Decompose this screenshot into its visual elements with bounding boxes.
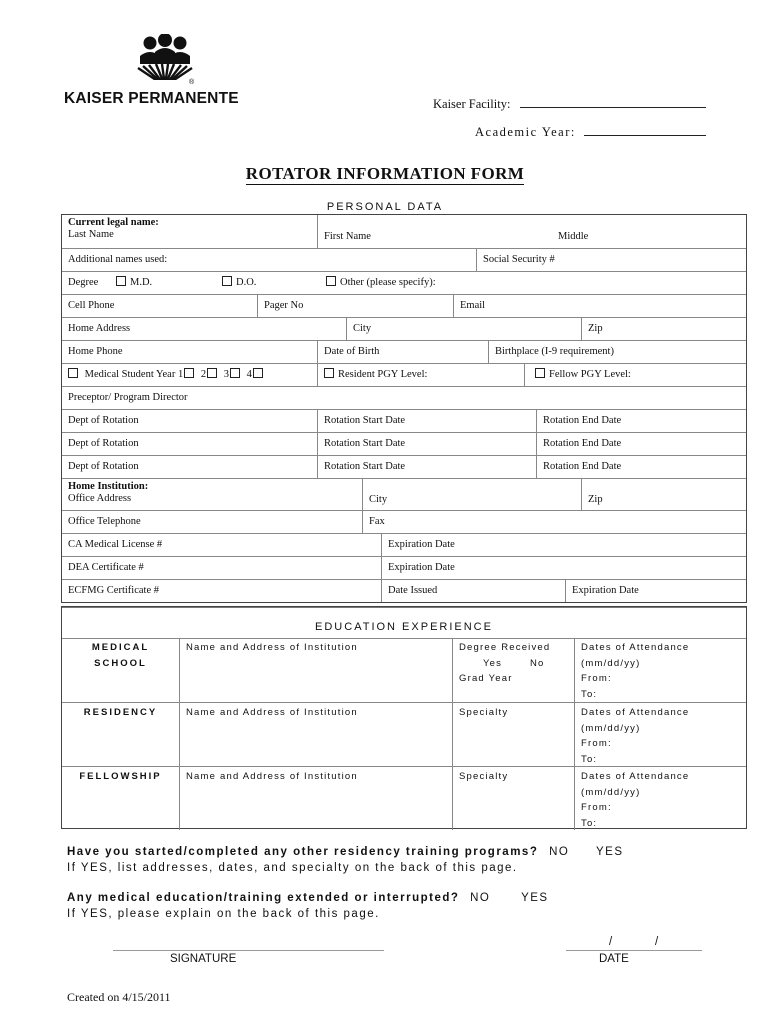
row-home-institution — [62, 478, 746, 510]
ssn-label: Social Security # — [483, 254, 555, 265]
cell-office-city[interactable] — [362, 479, 581, 510]
date-issued-label: Date Issued — [388, 585, 438, 596]
brand-name: KAISER PERMANENTE — [64, 90, 239, 107]
row-training-level — [62, 363, 746, 386]
row-office-phone — [62, 510, 746, 533]
zip-label: Zip — [588, 323, 603, 334]
no-label: No — [529, 657, 545, 669]
dept-rotation-label: Dept of Rotation — [68, 438, 139, 449]
date-label: DATE — [599, 953, 629, 965]
education-table — [61, 606, 747, 829]
cell-dept-2[interactable] — [62, 433, 317, 455]
question-interrupted-note: If YES, please explain on the back of this page. — [67, 908, 380, 920]
cell-last-name[interactable] — [62, 215, 317, 248]
medical-school-dates[interactable] — [574, 638, 746, 702]
office-zip-label: Zip — [588, 494, 603, 505]
rotation-end-label: Rotation End Date — [543, 438, 622, 449]
row-home-phone — [62, 340, 746, 363]
other-label: Other (please specify): — [340, 277, 436, 288]
cell-fellow — [524, 364, 746, 386]
rotation-end-label: Rotation End Date — [543, 415, 622, 426]
from-label: From: — [581, 673, 612, 684]
signature-label: SIGNATURE — [170, 953, 237, 965]
form-title — [0, 164, 770, 184]
cell-med-student — [62, 364, 317, 386]
row-residency — [62, 702, 746, 767]
from-label: From: — [581, 802, 612, 813]
year3-label: 3 — [223, 369, 229, 380]
facility-label: Kaiser Facility: — [433, 97, 511, 111]
do-checkbox[interactable] — [222, 276, 232, 286]
signature-line[interactable] — [113, 950, 384, 951]
date-line[interactable] — [566, 950, 702, 951]
row-rotation-2 — [62, 432, 746, 455]
email-label: Email — [460, 300, 486, 311]
to-label: To: — [581, 817, 598, 829]
expiration-label: Expiration Date — [388, 539, 455, 550]
cell-zip[interactable] — [581, 318, 746, 340]
grad-year-label: Grad Year — [459, 673, 513, 684]
created-date: Created on 4/15/2011 — [67, 990, 171, 1004]
fellow-label: Fellow PGY Level: — [549, 369, 631, 380]
cell-start-2[interactable] — [317, 433, 536, 455]
specialty-label: Specialty — [459, 707, 509, 718]
resident-checkbox[interactable] — [324, 368, 334, 378]
rotation-start-label: Rotation Start Date — [324, 415, 406, 426]
resident-label: Resident PGY Level: — [338, 369, 428, 380]
rotation-start-label: Rotation Start Date — [324, 461, 406, 472]
degree-label: Degree — [68, 277, 99, 288]
academic-year-field — [475, 123, 706, 140]
question-residency — [67, 844, 624, 876]
form-title-text: ROTATOR INFORMATION FORM — [245, 164, 525, 183]
cell-birthplace[interactable] — [488, 341, 746, 363]
cell-dea[interactable] — [62, 557, 381, 579]
cell-middle[interactable] — [552, 215, 742, 248]
row-rotation-1 — [62, 409, 746, 432]
do-label: D.O. — [236, 277, 257, 288]
ca-license-label: CA Medical License # — [68, 539, 163, 550]
expiration-label: Expiration Date — [388, 562, 455, 573]
date-format-label: (mm/dd/yy) — [581, 786, 641, 798]
row-additional-names — [62, 248, 746, 271]
office-city-label: City — [369, 494, 388, 505]
cell-dept-3[interactable] — [62, 456, 317, 478]
cell-fax[interactable] — [362, 511, 746, 533]
question-interrupted — [67, 890, 549, 922]
pager-label: Pager No — [264, 300, 304, 311]
medical-school-degree[interactable] — [452, 638, 574, 702]
cell-cell-phone[interactable] — [62, 295, 257, 317]
medical-school-institution[interactable] — [179, 638, 452, 702]
cell-end-3[interactable] — [536, 456, 746, 478]
residency-label: RESIDENCY — [83, 707, 158, 718]
row-rotation-3 — [62, 455, 746, 478]
rotation-end-label: Rotation End Date — [543, 461, 622, 472]
fellowship-specialty[interactable] — [452, 767, 574, 830]
md-checkbox[interactable] — [116, 276, 126, 286]
cell-first-name[interactable] — [317, 215, 552, 248]
facility-field — [433, 95, 706, 112]
cell-start-1[interactable] — [317, 410, 536, 432]
cell-home-phone[interactable] — [62, 341, 317, 363]
row-medical-school — [62, 638, 746, 702]
office-address-label: Office Address — [68, 493, 132, 504]
cell-ca-expiration[interactable] — [381, 534, 746, 556]
row-preceptor — [62, 386, 746, 409]
rotation-start-label: Rotation Start Date — [324, 438, 406, 449]
cell-ecfmg[interactable] — [62, 580, 381, 602]
degree-received-label: Degree Received — [459, 642, 551, 653]
residency-specialty[interactable] — [452, 703, 574, 767]
dept-rotation-label: Dept of Rotation — [68, 415, 139, 426]
preceptor-label: Preceptor/ Program Director — [68, 392, 188, 403]
residency-dates[interactable] — [574, 703, 746, 767]
medical-school-label — [62, 638, 179, 702]
birthplace-label: Birthplace (I-9 requirement) — [495, 346, 614, 357]
home-institution-label: Home Institution: — [68, 481, 149, 492]
svg-text:®: ® — [189, 79, 195, 86]
cell-email[interactable] — [453, 295, 746, 317]
yes-label: Yes — [483, 657, 503, 669]
q2-no-option[interactable]: NO — [470, 892, 491, 904]
date-slash-2: / — [655, 936, 659, 948]
fellowship-institution[interactable] — [179, 767, 452, 830]
cell-city[interactable] — [346, 318, 581, 340]
row-dea — [62, 556, 746, 579]
date-format-label: (mm/dd/yy) — [581, 722, 641, 734]
med-student-label: Medical Student Year 1 — [84, 369, 184, 380]
q2-yes-option[interactable]: YES — [521, 892, 549, 904]
cell-office-phone[interactable] — [62, 511, 362, 533]
cell-resident — [317, 364, 524, 386]
other-checkbox[interactable] — [326, 276, 336, 286]
from-label: From: — [581, 738, 612, 749]
fellow-checkbox[interactable] — [535, 368, 545, 378]
cell-ssn[interactable] — [476, 249, 746, 271]
cell-ecfmg-expiration[interactable] — [565, 580, 746, 602]
ecfmg-label: ECFMG Certificate # — [68, 585, 159, 596]
cell-office-zip[interactable] — [581, 479, 746, 510]
date-slash-1: / — [609, 936, 613, 948]
home-phone-label: Home Phone — [68, 346, 123, 357]
row-legal-name — [62, 215, 746, 248]
row-fellowship — [62, 766, 746, 830]
cell-ca-license[interactable] — [62, 534, 381, 556]
question-residency-note: If YES, list addresses, dates, and specialty on the back of this page. — [67, 862, 518, 874]
middle-label: Middle — [558, 231, 589, 242]
school-label: SCHOOL — [94, 657, 147, 669]
row-home-address — [62, 317, 746, 340]
cell-date-issued[interactable] — [381, 580, 565, 602]
academic-year-label: Academic Year: — [475, 125, 576, 139]
education-heading — [62, 607, 746, 639]
residency-institution[interactable] — [179, 703, 452, 767]
med-student-checkbox[interactable] — [68, 368, 78, 378]
date-format-label: (mm/dd/yy) — [581, 657, 641, 669]
city-label: City — [353, 323, 372, 334]
row-degree — [62, 271, 746, 294]
specialty-label: Specialty — [459, 771, 509, 782]
current-legal-name-label: Current legal name: — [68, 217, 159, 228]
cell-preceptor[interactable] — [62, 387, 746, 409]
office-phone-label: Office Telephone — [68, 516, 141, 527]
cell-end-1[interactable] — [536, 410, 746, 432]
dates-attendance-label: Dates of Attendance — [581, 642, 690, 653]
cell-phone-label: Cell Phone — [68, 300, 115, 311]
cell-office-address[interactable] — [62, 479, 362, 510]
first-name-label: First Name — [324, 231, 371, 242]
year2-checkbox[interactable] — [207, 368, 217, 378]
cell-home-address[interactable] — [62, 318, 346, 340]
academic-year-line[interactable] — [584, 123, 706, 136]
cell-pager[interactable] — [257, 295, 453, 317]
cell-dept-1[interactable] — [62, 410, 317, 432]
personal-data-heading: PERSONAL DATA — [326, 201, 444, 213]
dates-attendance-label: Dates of Attendance — [581, 707, 690, 718]
year4-checkbox[interactable] — [253, 368, 263, 378]
cell-degree — [62, 272, 746, 294]
to-label: To: — [581, 753, 598, 765]
md-label: M.D. — [130, 277, 153, 288]
facility-line[interactable] — [520, 95, 706, 108]
cell-dea-expiration[interactable] — [381, 557, 746, 579]
fax-label: Fax — [369, 516, 385, 527]
row-ecfmg — [62, 579, 746, 602]
additional-names-label: Additional names used: — [68, 254, 168, 265]
dob-label: Date of Birth — [324, 346, 380, 357]
question-residency-text: Have you started/completed any other residency training programs? — [67, 846, 539, 858]
cell-additional-names[interactable] — [62, 249, 476, 271]
last-name-label: Last Name — [68, 229, 114, 240]
year3-checkbox[interactable] — [230, 368, 240, 378]
to-label: To: — [581, 688, 598, 700]
dept-rotation-label: Dept of Rotation — [68, 461, 139, 472]
q1-yes-option[interactable]: YES — [596, 846, 624, 858]
fellowship-label: FELLOWSHIP — [79, 771, 162, 782]
year1-checkbox[interactable] — [184, 368, 194, 378]
medical-label: MEDICAL — [91, 642, 150, 653]
education-heading-text: EDUCATION EXPERIENCE — [315, 621, 493, 633]
fellowship-dates[interactable] — [574, 767, 746, 830]
personal-data-table — [61, 214, 747, 603]
year2-label: 2 — [200, 369, 207, 380]
name-address-label: Name and Address of Institution — [186, 642, 358, 653]
row-ca-license — [62, 533, 746, 556]
q1-no-option[interactable]: NO — [549, 846, 570, 858]
dates-attendance-label: Dates of Attendance — [581, 771, 690, 782]
cell-start-3[interactable] — [317, 456, 536, 478]
cell-dob[interactable] — [317, 341, 488, 363]
expiration-label: Expiration Date — [572, 585, 639, 596]
question-interrupted-text: Any medical education/training extended or interrupted? — [67, 892, 460, 904]
name-address-label: Name and Address of Institution — [186, 707, 358, 718]
dea-label: DEA Certificate # — [68, 562, 144, 573]
row-phones — [62, 294, 746, 317]
home-address-label: Home Address — [68, 323, 131, 334]
year4-label: 4 — [246, 369, 252, 380]
name-address-label: Name and Address of Institution — [186, 771, 358, 782]
cell-end-2[interactable] — [536, 433, 746, 455]
